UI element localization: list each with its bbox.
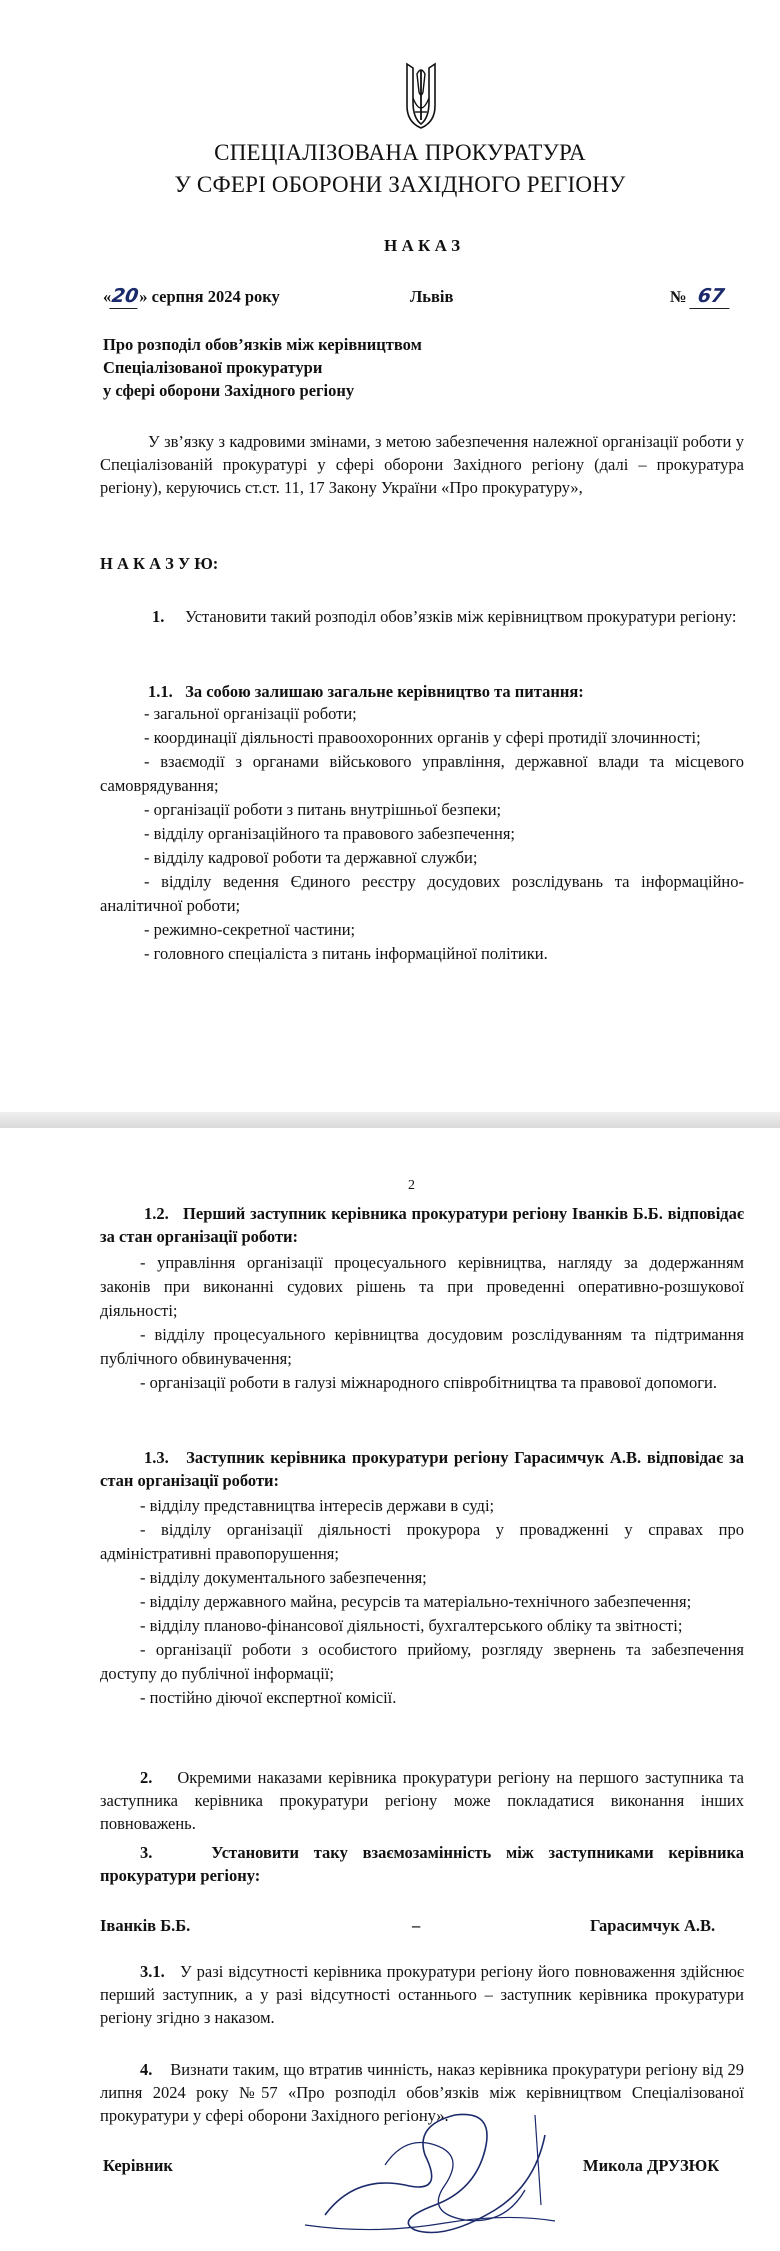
section-4-number: 4. [140,2060,153,2079]
list-item: - режимно-секретної частини; [144,920,356,939]
list-item: - відділу ведення Єдиного реєстру досудових розслідувань та інформаційно-аналітичної роботи; [100,872,744,915]
signatory-name: Микола ДРУЗЮК [583,2156,720,2175]
date-day: 20 [110,285,141,307]
list-item: - відділу організації діяльності прокурора у провадженні у справах про адміністративні правопорушення; [100,1520,744,1563]
subject-line2: Спеціалізованої прокуратури [103,358,323,377]
signatory-position: Керівник [103,2156,173,2175]
list-item: - загальної організації роботи; [144,704,357,723]
section-1-1-heading [148,680,584,703]
org-title-line2: У СФЕРІ ОБОРОНИ ЗАХІДНОГО РЕГІОНУ [174,172,626,197]
list-item: - відділу документального забезпечення; [140,1568,427,1587]
section-3 [100,1841,744,1887]
list-item: - організації роботи в галузі міжнародного співробітництва та правової допомоги. [140,1373,717,1392]
section-3-1-text: У разі відсутності керівника прокуратури регіону його повноваження здійснює перший заступник, а у разі відсутності останнього – заступник керівника прокуратури регіону згідно з наказом. [100,1962,745,2027]
section-1-1-list [100,702,744,966]
section-1-3-number: 1.3. [144,1448,169,1467]
document-page-2 [0,1128,780,2251]
section-1-text: Установити такий розподіл обов’язків між керівництвом прокуратури регіону: [185,607,737,626]
list-item: - відділу державного майна, ресурсів та матеріально-технічного забезпечення; [140,1592,692,1611]
doc-type: Н А К А З [384,236,461,255]
list-item: - головного спеціаліста з питань інформаційної політики. [144,944,548,963]
list-item: - взаємодії з органами військового управління, державної влади та місцевого самоврядування; [100,752,744,795]
section-3-number: 3. [140,1843,153,1862]
list-item: - відділу організаційного та правового забезпечення; [144,824,515,843]
section-1-1-title: За собою залишаю загальне керівництво та питання: [185,682,584,701]
section-3-1 [100,1960,744,2029]
order-city: Львів [410,287,454,306]
page-break-divider [0,1112,780,1128]
handwritten-signature-icon [295,2095,585,2245]
document-page-1 [0,0,780,1112]
number-value: 67 [689,285,732,309]
list-item: - управління організації процесуального керівництва, нагляду за додержанням законів при виконанні судових рішень та при проведенні оперативно-розшукової діяльності; [100,1253,744,1320]
order-word: Н А К А З У Ю: [100,554,219,573]
section-2-number: 2. [140,1768,153,1787]
interchange-right: Гарасимчук А.В. [590,1916,716,1935]
section-3-text: Установити таку взаємозамінність між заступниками керівника прокуратури регіону: [100,1843,745,1885]
section-1-3-title: Заступник керівника прокуратури регіону Гарасимчук А.В. відповідає за стан організації роботи: [100,1448,744,1490]
order-number [670,285,731,309]
section-1 [100,605,744,628]
section-1-3-heading [100,1446,744,1492]
list-item: - відділу процесуального керівництва досудовим розслідуванням та підтримання публічного обвинувачення; [100,1325,744,1368]
subject-line1: Про розподіл обов’язків між керівництвом [103,335,422,354]
list-item: - постійно діючої експертної комісії. [140,1688,397,1707]
org-title-line1: СПЕЦІАЛІЗОВАНА ПРОКУРАТУРА [214,140,586,165]
list-item: - відділу планово-фінансової діяльності, бухгалтерського обліку та звітності; [140,1616,683,1635]
section-3-1-number: 3.1. [140,1962,165,1981]
section-1-2-list [100,1251,744,1395]
section-1-2-number: 1.2. [144,1204,169,1223]
subject-line3: у сфері оборони Західного регіону [103,381,355,400]
section-2-text: Окремими наказами керівника прокуратури регіону на першого заступника та заступника керівника прокуратури регіону може покладатися виконання інших повноважень. [100,1768,745,1833]
list-item: - координації діяльності правоохоронних органів у сфері протидії злочинності; [144,728,701,747]
date-rest: » серпня 2024 року [139,287,280,306]
section-4-text: Визнати таким, що втратив чинність, наказ керівника прокуратури регіону від 29 липня 2024 року №57 «Про розподіл обов’язків між керівництвом Спеціалізованої прокуратури у сфері оборони Західного регіону». [100,2060,744,2125]
section-1-1-number: 1.1. [148,682,173,701]
list-item: - організації роботи з питань внутрішньої безпеки; [144,800,502,819]
list-item: - відділу представництва інтересів держави в суді; [140,1496,495,1515]
trident-emblem-icon [403,62,439,130]
date-quote-open: « [103,287,112,306]
order-date [103,285,280,309]
preamble-paragraph: У зв’язку з кадровими змінами, з метою забезпечення належної організації роботи у Спеціалізованій прокуратурі у сфері оборони Західного регіону (далі – прокуратура регіону), керуючись ст.ст. 11, 17 Закону України «Про прокуратуру», [100,432,744,497]
list-item: - організації роботи з особистого прийому, розгляду звернень та забезпечення доступу до публічної інформації; [100,1640,744,1683]
page-number: 2 [408,1178,415,1193]
list-item: - відділу кадрової роботи та державної служби; [144,848,478,867]
number-prefix: № [670,287,687,306]
interchange-left: Іванків Б.Б. [100,1916,191,1935]
section-2 [100,1766,744,1835]
section-1-number: 1. [152,607,165,626]
section-1-3-list [100,1494,744,1710]
section-1-2-heading [100,1202,744,1248]
interchange-dash: – [412,1916,421,1935]
section-1-2-title: Перший заступник керівника прокуратури регіону Іванків Б.Б. відповідає за стан організації роботи: [100,1204,745,1246]
